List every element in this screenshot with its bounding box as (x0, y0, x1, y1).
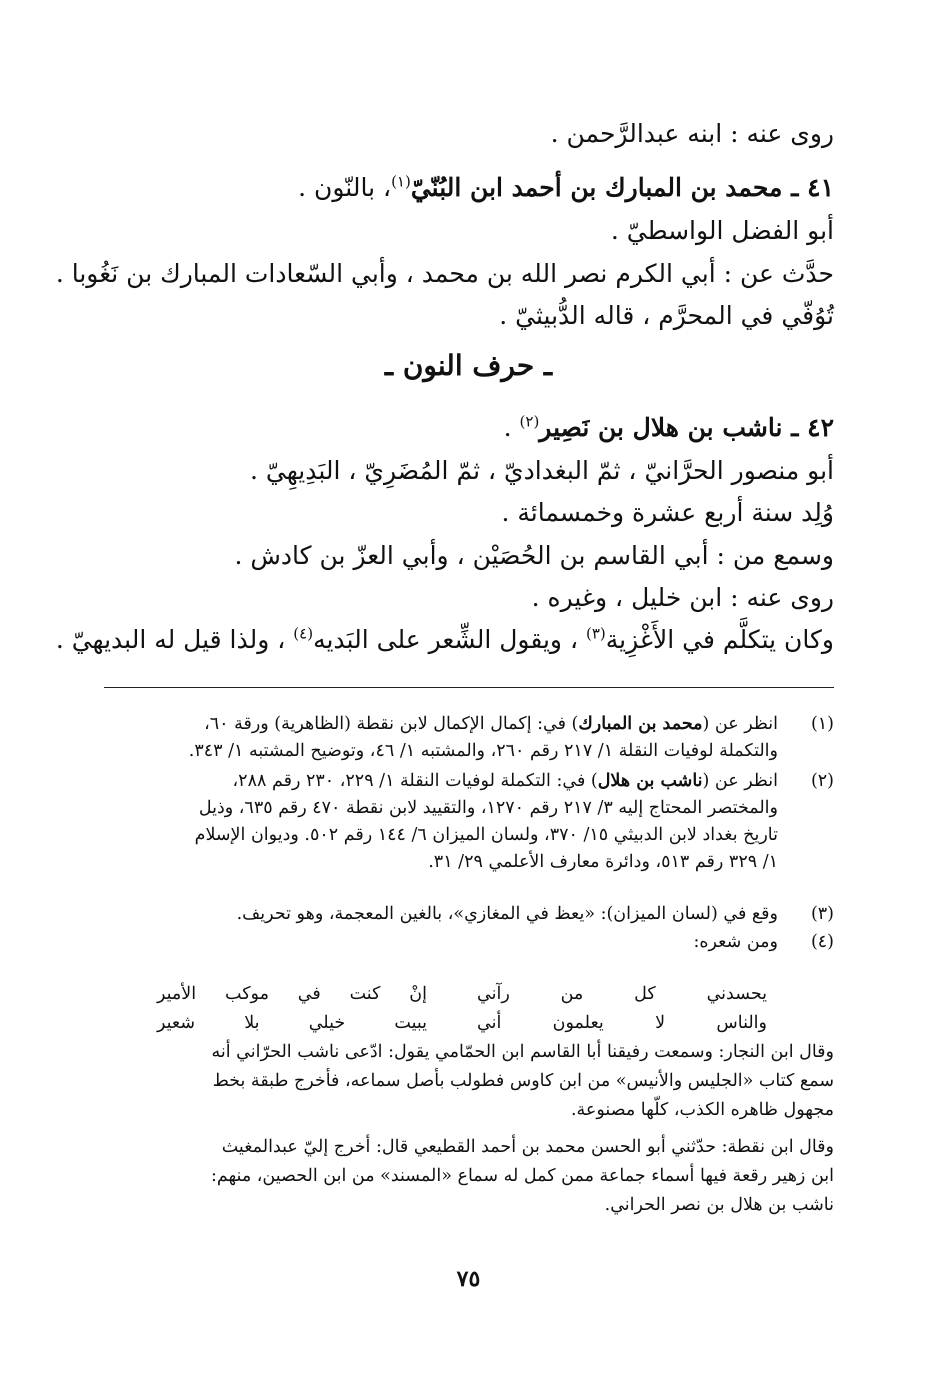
verse-hemistich-first: يحسدني كل من رآني (477, 984, 767, 1004)
footnote-number: (٤) (810, 932, 834, 952)
entry-42-heading: ٤٢ ـ ناشب بن هلال بن نَصِير (539, 413, 834, 442)
footnote-line: وقال ابن نقطة: حدّثني أبو الحسن محمد بن أحمد القطيعي قال: أخرج إليّ عبدالمغيث (221, 1137, 834, 1157)
entry-41-heading: ٤١ ـ محمد بن المبارك بن أحمد ابن البُنّيّ (410, 173, 834, 202)
verse-hemistich-second: إنْ كنت في موكب الأمير (157, 984, 427, 1004)
heard-from-line: وسمع من : أبي القاسم بن الحُصَيْن ، وأبي العزّ بن كادش . (234, 541, 834, 570)
verse-hemistich-first: والناس لا يعلمون أني (477, 1013, 767, 1033)
footnote-line: ١/ ٣٢٩ رقم ٥١٣، ودائرة معارف الأعلمي ٢٩/ ٣١. (428, 852, 778, 872)
footnote-text: انظر عن ( (702, 771, 778, 791)
poetry-line-part3: ، ولذا قيل له البديهيّ . (55, 625, 294, 654)
footnote-line: ابن زهير رقعة فيها أسماء جماعة ممن كمل له سماع «المسند» من ابن الحصين، منهم: (210, 1166, 834, 1186)
footnote-subject: ناشب بن هلال (597, 771, 703, 791)
entry-42 (94, 412, 834, 444)
footnote-line: تاريخ بغداد لابن الدبيثي ١٥/ ٣٧٠، ولسان الميزان ٦/ ١٤٤ رقم ٥٠٢. وديوان الإسلام (194, 825, 778, 845)
footnote-number: (٢) (810, 771, 834, 791)
section-heading: ـ حرف النون ـ (384, 349, 553, 382)
entry-41-tail: ، بالنّون . (298, 173, 392, 202)
footnote-separator (104, 687, 834, 688)
kunya-line: أبو الفضل الواسطيّ . (610, 216, 834, 245)
footnote-line: وقع في (لسان الميزان): «يعظ في المغازي»، بالغين المعجمة، وهو تحريف. (236, 904, 778, 924)
footnote-ref[interactable]: (٣) (585, 624, 606, 643)
narration-line: روى عنه : ابنه عبدالرَّحمن . (550, 119, 834, 148)
entry-41 (94, 172, 834, 204)
footnote-text: انظر عن ( (702, 714, 778, 734)
footnote-3 (107, 901, 834, 928)
footnote-number: (٣) (810, 904, 834, 924)
birth-line: وُلِد سنة أربع عشرة وخمسمائة . (501, 498, 834, 527)
footnote-1 (107, 711, 834, 765)
death-line: تُوُفّي في المحرَّم ، قاله الدُّبيثيّ . (499, 301, 834, 330)
footnote-ref[interactable]: (٤) (293, 624, 314, 643)
footnote-4 (107, 929, 834, 956)
footnote-ref[interactable]: (١) (391, 172, 411, 191)
footnote-line (107, 711, 778, 738)
footnote-line: والمختصر المحتاج إليه ٣/ ٢١٧ رقم ١٢٧٠، والتقييد لابن نقطة ٤٧٠ رقم ٦٣٥، وذيل (198, 798, 778, 818)
poetry-line-part1: وكان يتكلَّم في الأَغْزِية (605, 625, 834, 654)
footnote-text: ) في: إكمال الإكمال لابن نقطة (الظاهرية) ورقة ٦٠، (204, 714, 579, 734)
poetry-line-part2: ، ويقول الشِّعر على البَديه (313, 625, 586, 654)
footnote-line (107, 768, 778, 795)
entry-42-tail: . (503, 413, 520, 442)
nisba-line: أبو منصور الحرَّانيّ ، ثمّ البغداديّ ، ثمّ المُضَرِيّ ، البَدِيهِيّ . (250, 456, 834, 485)
poetry-line (55, 624, 834, 656)
page-number: ٧٥ (456, 1266, 481, 1292)
footnote-line: ناشب بن هلال بن نصر الحراني. (604, 1195, 834, 1215)
footnote-2 (107, 768, 834, 876)
footnote-line: مجهول ظاهره الكذب، كلّها مصنوعة. (570, 1100, 834, 1120)
footnote-line: وقال ابن النجار: وسمعت رفيقنا أبا القاسم ابن الحمّامي يقول: ادّعى ناشب الحرّاني أنه (211, 1042, 834, 1062)
footnote-line: ومن شعره: (693, 932, 778, 952)
narrated-by-line: روى عنه : ابن خليل ، وغيره . (531, 583, 834, 612)
footnote-ref[interactable]: (٢) (519, 412, 540, 431)
footnote-line: سمع كتاب «الجليس والأنيس» من ابن كاوس فطولب بأصل سماعه، فأخرج طبقة بخط (212, 1071, 834, 1091)
footnote-line: والتكملة لوفيات النقلة ١/ ٢١٧ رقم ٢٦٠، والمشتبه ١/ ٤٦، وتوضيح المشتبه ١/ ٣٤٣. (188, 741, 778, 761)
narrated-from-line: حدَّث عن : أبي الكرم نصر الله بن محمد ، وأبي السّعادات المبارك بن نَغُوبا . (55, 259, 834, 288)
footnote-subject: محمد بن المبارك (578, 714, 703, 734)
verse-hemistich-second: يبيت خيلي بلا شعير (157, 1013, 427, 1033)
footnote-text: ) في: التكملة لوفيات النقلة ١/ ٢٢٩، ٢٣٠ رقم ٢٨٨، (232, 771, 598, 791)
footnote-number: (١) (810, 714, 834, 734)
